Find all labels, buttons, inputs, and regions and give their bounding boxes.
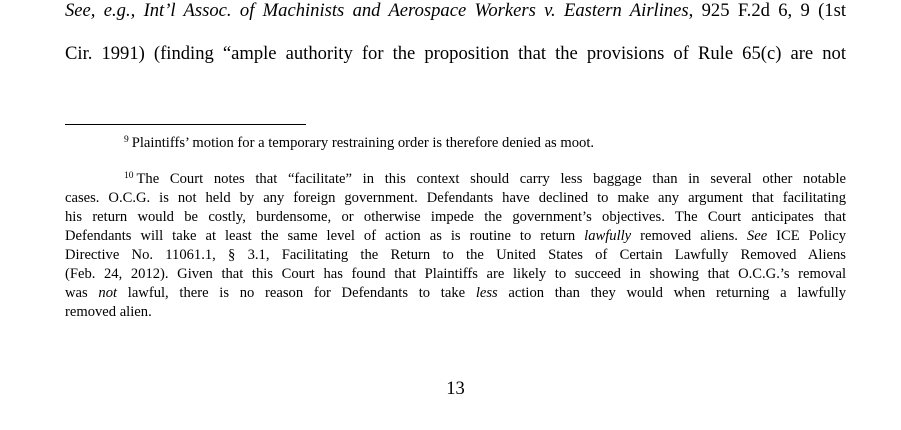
- footnote-10-emphasis-less: less: [475, 285, 498, 301]
- footnote-10-signal-see: See: [746, 228, 768, 244]
- footnote-10-text-4c: ICE Policy: [767, 228, 846, 244]
- case-name: See, e.g., Int’l Assoc. of Machinists and Aerospace Workers v. Eastern Airlines: [65, 0, 689, 21]
- footnote-10-line-5: Directive No. 11061.1, § 3.1, Facilitating the Return to the United States of Certain Lawfully Removed Aliens: [65, 247, 846, 263]
- footnote-10: [65, 170, 846, 322]
- footnote-10-number: 10: [124, 171, 134, 181]
- page-number: 13: [446, 378, 465, 399]
- footnote-10-text-7c: action than they would when returning a lawfully: [497, 285, 846, 301]
- footnote-10-line-8: removed alien.: [65, 304, 152, 320]
- footnote-10-line-3: his return would be costly, burdensome, or otherwise impede the government’s objectives. The Court anticipates that: [65, 209, 846, 225]
- footnote-9: [65, 134, 846, 153]
- footnote-10-line-6: (Feb. 24, 2012). Given that this Court has found that Plaintiffs are likely to succeed in showing that O.C.G.’s removal: [65, 266, 846, 282]
- body-line-1: [65, 0, 846, 22]
- footnote-10-text-7b: lawful, there is no reason for Defendants to take: [117, 285, 476, 301]
- footnote-separator: [65, 124, 306, 125]
- footnote-9-text: Plaintiffs’ motion for a temporary restraining order is therefore denied as moot.: [131, 135, 595, 151]
- footnote-10-text-4b: removed aliens.: [631, 228, 747, 244]
- footnote-10-line-4: [65, 227, 846, 246]
- footnote-10-text-1: The Court notes that “facilitate” in this context should carry less baggage than in several other notable: [136, 171, 846, 187]
- case-citation: , 925 F.2d 6, 9 (1st: [688, 0, 846, 21]
- footnote-10-emphasis-not: not: [98, 285, 118, 301]
- footnote-9-number: 9: [124, 135, 129, 145]
- footnote-10-text-4a: Defendants will take at least the same level of action as is routine to return: [65, 228, 585, 244]
- body-line-2: Cir. 1991) (finding “ample authority for the proposition that the provisions of Rule 65(c) are not: [65, 43, 846, 64]
- footnote-9-line: [65, 134, 846, 153]
- footnote-10-line-1: [65, 170, 846, 189]
- footnote-10-emphasis-lawfully: lawfully: [584, 228, 632, 244]
- footnote-10-line-2: cases. O.C.G. is not held by any foreign government. Defendants have declined to make any argument that facilitating: [65, 190, 846, 206]
- footnote-10-text-7a: was: [65, 285, 99, 301]
- footnote-10-line-7: [65, 284, 846, 303]
